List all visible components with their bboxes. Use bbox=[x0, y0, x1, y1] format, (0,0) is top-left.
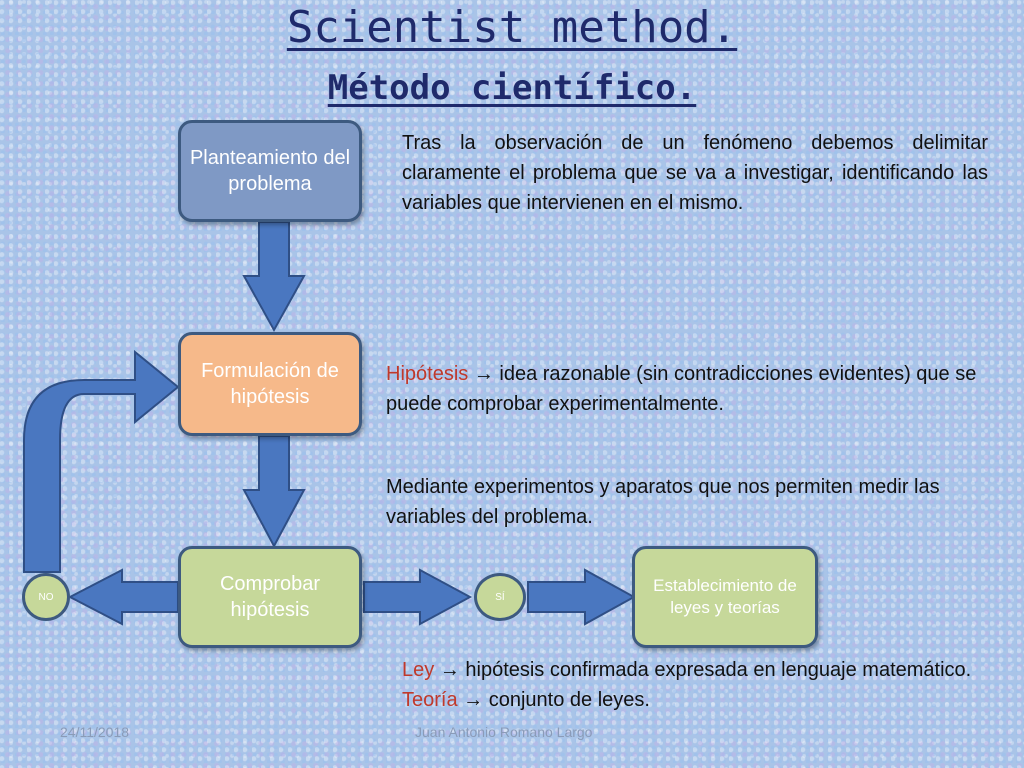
teoria-definition: conjunto de leyes. bbox=[488, 689, 650, 711]
slide-subtitle: Método científico. bbox=[327, 68, 697, 108]
footer-date: 24/11/2018 bbox=[60, 724, 130, 740]
step-establecimiento bbox=[632, 546, 818, 648]
slide-title: Scientist method. bbox=[286, 2, 738, 53]
teoria-term: Teoría bbox=[402, 689, 458, 711]
footer-author: Juan Antonio Romano Largo bbox=[415, 724, 593, 740]
arrow-right-to-establecimiento bbox=[528, 570, 634, 624]
step-formulacion bbox=[178, 332, 362, 436]
decision-no bbox=[22, 573, 70, 621]
experimentos-description bbox=[386, 472, 976, 532]
step-comprobar bbox=[178, 546, 362, 648]
arrow-down-formulacion-to-comprobar bbox=[244, 436, 304, 546]
step-establecimiento-label: Establecimiento de leyes y teorías bbox=[653, 575, 797, 617]
ley-term: Ley bbox=[402, 659, 435, 681]
step-formulacion-label: Formulación de hipótesis bbox=[201, 360, 339, 408]
arrow-right-icon: → bbox=[463, 689, 484, 711]
planteamiento-description bbox=[402, 128, 988, 218]
arrow-right-to-si bbox=[364, 570, 470, 624]
hipotesis-term: Hipótesis bbox=[386, 363, 469, 385]
hipotesis-definition: idea razonable (sin contradicciones evidentes) que se puede comprobar experimentalmente. bbox=[386, 363, 977, 415]
decision-si-label: SÍ bbox=[495, 591, 505, 603]
arrow-right-icon: → bbox=[473, 363, 494, 385]
step-planteamiento bbox=[178, 120, 362, 222]
arrow-down-planteamiento-to-formulacion bbox=[244, 222, 304, 330]
decision-no-label: NO bbox=[38, 591, 54, 603]
ley-teoria-description bbox=[402, 655, 982, 715]
ley-definition: hipótesis confirmada expresada en lenguaje matemático. bbox=[465, 659, 972, 681]
hipotesis-description bbox=[386, 359, 998, 419]
arrow-loop-no-to-formulacion bbox=[24, 352, 178, 572]
arrow-left-to-no bbox=[70, 570, 178, 624]
planteamiento-description-text: Tras la observación de un fenómeno debemos delimitar claramente el problema que se va a investigar, identificando las variables que intervienen en el mismo. bbox=[402, 132, 988, 214]
experimentos-description-text: Mediante experimentos y aparatos que nos permiten medir las variables del problema. bbox=[386, 476, 940, 528]
decision-si bbox=[474, 573, 526, 621]
arrow-right-icon: → bbox=[439, 659, 460, 681]
step-planteamiento-label: Planteamiento del problema bbox=[189, 147, 351, 195]
step-comprobar-label: Comprobar hipótesis bbox=[219, 573, 321, 621]
